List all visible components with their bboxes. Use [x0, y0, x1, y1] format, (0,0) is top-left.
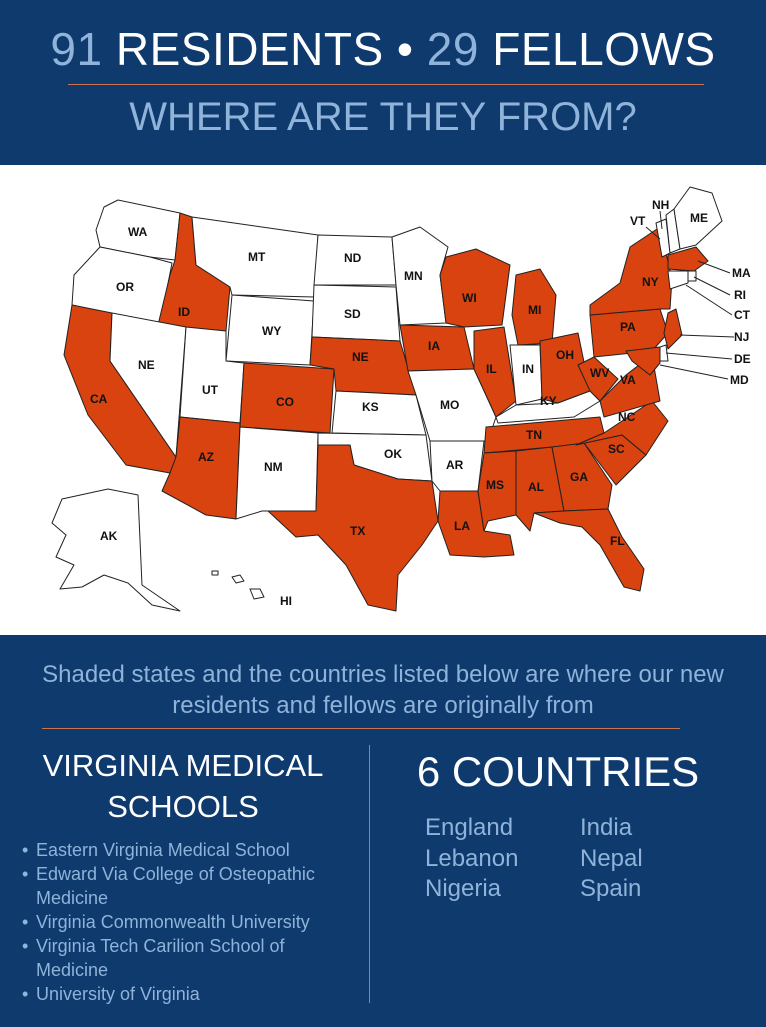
state-ct: [668, 271, 688, 289]
country-item: India: [580, 814, 633, 841]
headline: [0, 22, 766, 76]
label-me: ME: [690, 211, 708, 225]
column-divider: [369, 745, 370, 1003]
us-map: [0, 165, 766, 635]
state-ri: [688, 271, 696, 281]
state-wi: [440, 249, 510, 327]
school-item: • Virginia Commonwealth University: [22, 910, 352, 934]
countries-title: 6 COUNTRIES: [416, 748, 700, 795]
school-item: • Edward Via College of Osteopathic Medicine: [22, 862, 352, 910]
label-in: IN: [522, 362, 534, 376]
label-nc: NC: [618, 410, 636, 424]
school-item: • Virginia Tech Carilion School of Medicine: [22, 934, 352, 982]
header-banner: [0, 0, 766, 165]
label-fl: FL: [610, 534, 625, 548]
subtitle: WHERE ARE THEY FROM?: [129, 95, 637, 139]
label-ut: UT: [202, 383, 218, 397]
label-wy: WY: [262, 324, 282, 338]
label-wi: WI: [462, 291, 477, 305]
label-ak: AK: [100, 529, 118, 543]
fellows-count: 29: [426, 23, 479, 75]
label-wa: WA: [128, 225, 148, 239]
label-la: LA: [454, 519, 470, 533]
label-ms: MS: [486, 478, 504, 492]
label-mt: MT: [248, 250, 266, 264]
label-ar: AR: [446, 458, 464, 472]
label-ok: OK: [384, 447, 402, 461]
school-item: • Eastern Virginia Medical School: [22, 838, 352, 862]
state-hi: [232, 575, 244, 583]
label-pa: PA: [620, 320, 636, 334]
label-nh: NH: [652, 198, 670, 212]
label-ma: MA: [732, 266, 751, 280]
label-ne: NE: [352, 350, 369, 364]
label-hi: HI: [280, 594, 292, 608]
label-sd: SD: [344, 307, 361, 321]
label-nj: NJ: [734, 330, 750, 344]
label-id: ID: [178, 305, 190, 319]
countries-column-2: [580, 813, 730, 905]
country-item: Spain: [580, 875, 642, 902]
label-ca: CA: [90, 392, 108, 406]
label-al: AL: [528, 480, 544, 494]
state-hi-3: [212, 571, 218, 575]
country-item: Nepal: [580, 844, 643, 872]
label-vt: VT: [630, 214, 646, 228]
caption-divider: [42, 728, 680, 729]
label-md: MD: [730, 373, 749, 387]
state-fl: [534, 509, 644, 591]
schools-title: VIRGINIA MEDICAL SCHOOLS: [42, 748, 324, 824]
residents-label: RESIDENTS: [115, 23, 384, 75]
label-ia: IA: [428, 339, 440, 353]
label-oh: OH: [556, 348, 574, 362]
label-va: VA: [620, 373, 636, 387]
state-ak: [52, 489, 180, 611]
label-il: IL: [486, 362, 497, 376]
label-nm: NM: [264, 460, 283, 474]
label-az: AZ: [198, 450, 214, 464]
state-hi-2: [250, 589, 264, 599]
label-sc: SC: [608, 442, 625, 456]
us-map-svg: [0, 165, 766, 635]
label-mo: MO: [440, 398, 460, 412]
country-item: Lebanon: [425, 844, 519, 872]
school-item: • University of Virginia: [22, 982, 352, 1006]
fellows-label: FELLOWS: [492, 23, 716, 75]
label-ny: NY: [642, 275, 659, 289]
label-ct: CT: [734, 308, 750, 322]
state-nj: [664, 309, 682, 349]
schools-list: [22, 838, 352, 1006]
label-nv: NE: [138, 358, 155, 372]
label-ga: GA: [570, 470, 588, 484]
label-wv: WV: [590, 366, 610, 380]
country-item: England: [425, 814, 514, 841]
label-de: DE: [734, 352, 751, 366]
label-ky: KY: [540, 394, 557, 408]
label-ri: RI: [734, 288, 746, 302]
label-mn: MN: [404, 269, 423, 283]
headline-separator: •: [396, 23, 414, 75]
state-ks: [332, 391, 426, 435]
label-nd: ND: [344, 251, 362, 265]
label-tx: TX: [350, 524, 366, 538]
map-caption: Shaded states and the countries listed below are where our new residents and fellows are originally from: [42, 661, 724, 719]
label-or: OR: [116, 280, 134, 294]
bottom-panel: [0, 635, 766, 1027]
country-item: Nigeria: [425, 875, 502, 902]
label-mi: MI: [528, 303, 542, 317]
label-ks: KS: [362, 400, 379, 414]
header-divider: [68, 84, 704, 85]
residents-count: 91: [50, 23, 103, 75]
label-co: CO: [276, 395, 294, 409]
countries-column-1: [425, 813, 575, 905]
label-tn: TN: [526, 428, 542, 442]
